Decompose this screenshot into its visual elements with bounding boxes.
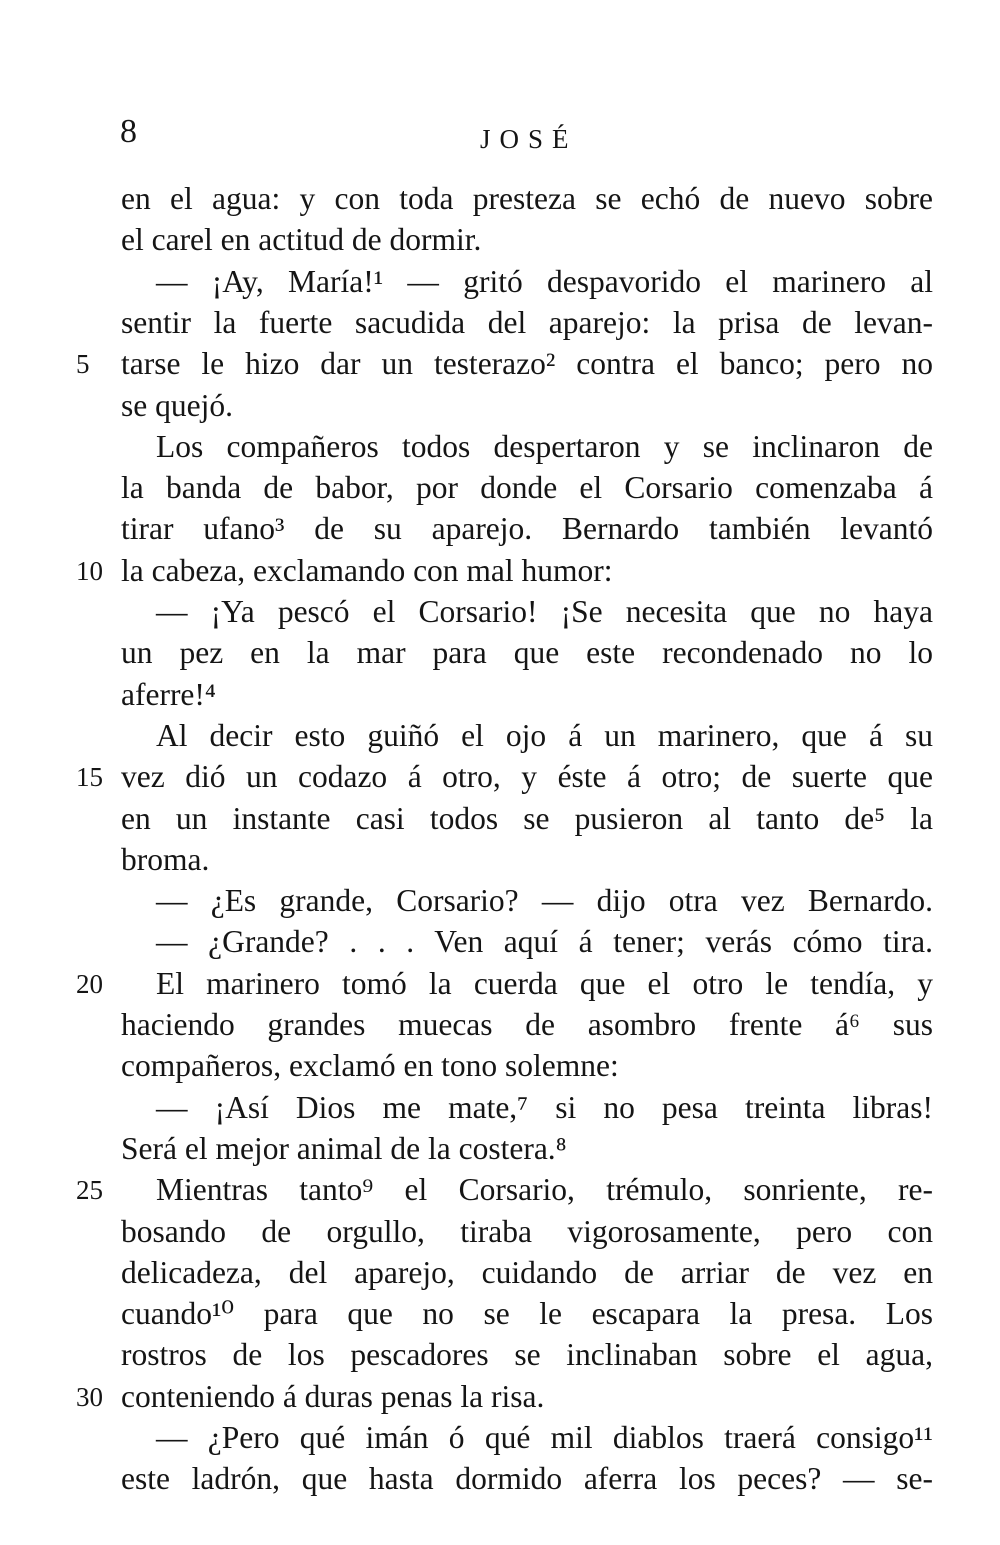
text-line: [0, 385, 1000, 427]
line-number: 10: [76, 555, 103, 586]
text-line: [0, 632, 1000, 674]
text-line: [0, 1087, 1000, 1129]
line-number: 5: [76, 349, 90, 380]
line-text: El marinero tomó la cuerda que el otro le tendía, y: [156, 965, 933, 1001]
text-line: [0, 508, 1000, 550]
line-text: la banda de babor, por donde el Corsario comenzaba á: [121, 470, 933, 506]
line-text: la cabeza, exclamando con mal humor:: [121, 552, 613, 588]
line-text: tarse le hizo dar un testerazo² contra el banco; pero no: [121, 346, 933, 382]
text-line: [0, 1334, 1000, 1376]
text-line: [0, 219, 1000, 261]
line-number: 25: [76, 1175, 103, 1206]
text-line: [0, 1004, 1000, 1046]
text-line: [0, 921, 1000, 963]
text-line: [0, 591, 1000, 633]
text-line: [0, 715, 1000, 757]
line-text: broma.: [121, 841, 210, 877]
text-line: [0, 1252, 1000, 1294]
page-number: 8: [120, 113, 137, 150]
line-text: se quejó.: [121, 387, 233, 423]
line-text: en un instante casi todos se pusieron al tanto de⁵ la: [121, 800, 933, 836]
line-text: compañeros, exclamó en tono solemne:: [121, 1048, 619, 1084]
line-text: sentir la fuerte sacudida del aparejo: la prisa de levan-: [121, 304, 933, 340]
line-text: cuando¹⁰ para que no se le escapara la presa. Los: [121, 1296, 933, 1332]
text-line: [0, 261, 1000, 303]
line-text: — ¿Grande? . . . Ven aquí á tener; verás cómo tira.: [156, 924, 933, 960]
text-line: [0, 1211, 1000, 1253]
line-text: tirar ufano³ de su aparejo. Bernardo también levantó: [121, 511, 933, 547]
text-line: [0, 1045, 1000, 1087]
line-text: haciendo grandes muecas de asombro frente á⁶ sus: [121, 1007, 933, 1042]
line-text: Será el mejor animal de la costera.⁸: [121, 1130, 567, 1166]
line-text: bosando de orgullo, tiraba vigorosamente, pero con: [121, 1213, 933, 1249]
line-text: delicadeza, del aparejo, cuidando de arriar de vez en: [121, 1254, 933, 1290]
line-text: en el agua: y con toda presteza se echó de nuevo sobre: [121, 181, 933, 216]
text-line: [0, 1376, 1000, 1418]
line-text: — ¡Ya pescó el Corsario! ¡Se necesita que no haya: [156, 594, 933, 629]
text-line: [0, 426, 1000, 468]
line-number: 30: [76, 1381, 103, 1412]
text-line: [0, 1169, 1000, 1211]
text-line: [0, 674, 1000, 716]
line-text: Mientras tanto⁹ el Corsario, trémulo, sonriente, re-: [156, 1172, 933, 1208]
text-line: [0, 756, 1000, 798]
line-text: este ladrón, que hasta dormido aferra los peces? — se-: [121, 1461, 933, 1497]
text-line: [0, 1417, 1000, 1459]
text-line: [0, 467, 1000, 509]
line-number: 20: [76, 968, 103, 999]
text-line: [0, 880, 1000, 922]
line-text: rostros de los pescadores se inclinaban sobre el agua,: [121, 1337, 933, 1373]
text-line: [0, 839, 1000, 881]
line-text: Los compañeros todos despertaron y se inclinaron de: [156, 428, 933, 464]
line-text: — ¡Así Dios me mate,⁷ si no pesa treinta libras!: [156, 1089, 933, 1125]
text-line: [0, 1293, 1000, 1335]
line-number: 15: [76, 762, 103, 793]
line-text: vez dió un codazo á otro, y éste á otro; de suerte que: [121, 759, 933, 795]
text-line: [0, 178, 1000, 220]
text-line: [0, 1458, 1000, 1500]
line-text: aferre!⁴: [121, 676, 216, 712]
text-line: [0, 1128, 1000, 1170]
running-head: JOSÉ: [480, 124, 578, 154]
text-line: [0, 963, 1000, 1005]
line-text: — ¿Es grande, Corsario? — dijo otra vez Bernardo.: [156, 883, 933, 919]
line-text: — ¡Ay, María!¹ — gritó despavorido el marinero al: [156, 263, 933, 299]
text-line: [0, 343, 1000, 385]
text-line: [0, 550, 1000, 592]
line-text: conteniendo á duras penas la risa.: [121, 1378, 545, 1414]
line-text: — ¿Pero qué imán ó qué mil diablos traerá consigo¹¹: [156, 1420, 933, 1455]
line-text: el carel en actitud de dormir.: [121, 222, 482, 258]
text-line: [0, 798, 1000, 840]
line-text: un pez en la mar para que este recondenado no lo: [121, 635, 933, 671]
line-text: Al decir esto guiñó el ojo á un marinero, que á su: [156, 717, 933, 753]
text-line: [0, 302, 1000, 344]
